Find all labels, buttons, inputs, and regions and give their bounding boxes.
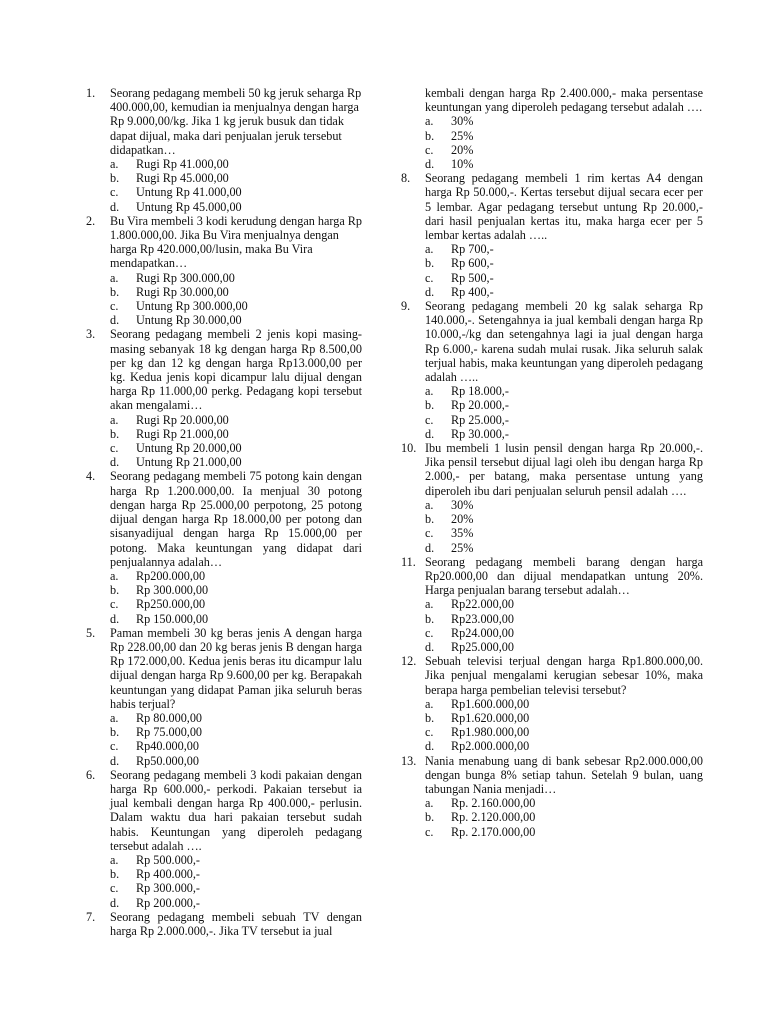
option-text: Rp200.000,00 — [136, 568, 206, 583]
option-a — [110, 853, 362, 867]
option-label: b. — [425, 256, 435, 271]
left-column — [86, 86, 362, 938]
option-text: Rp25.000,00 — [451, 639, 514, 654]
question-number: 5. — [86, 625, 96, 640]
option-a — [425, 597, 703, 611]
question-number: 3. — [86, 327, 96, 342]
option-label: b. — [425, 611, 435, 626]
option-label: b. — [110, 171, 120, 186]
option-label: d. — [425, 157, 435, 172]
option-b — [425, 398, 703, 412]
answer-options — [110, 157, 362, 214]
option-label: c. — [110, 185, 119, 200]
answer-options — [425, 384, 703, 441]
option-c — [110, 185, 362, 199]
answer-options — [425, 597, 703, 654]
option-b — [425, 512, 703, 526]
option-label: b. — [110, 583, 120, 598]
question-3 — [86, 327, 362, 469]
question-text: Nania menabung uang di bank sebesar Rp2.000.000,00 dengan bunga 8% setiap tahun. Setelah 9 bulan, uang tabungan Nania menjadi… — [425, 753, 703, 796]
option-text: Rp. 2.170.000,00 — [451, 824, 536, 839]
option-text: 20% — [451, 512, 474, 527]
option-text: 30% — [451, 497, 474, 512]
option-b — [110, 867, 362, 881]
option-a — [110, 569, 362, 583]
option-b — [425, 711, 703, 725]
question-7 — [86, 910, 362, 938]
option-label: c. — [425, 412, 434, 427]
question-9 — [401, 299, 703, 441]
question-text: Seorang pedagang membeli 20 kg salak seharga Rp 140.000,-. Setengahnya ia jual kembali dengan harga Rp 10.000,-/kg dan setengahnya lagi ia jual dengan harga Rp 6.000,- karena sudah mulai rusak. Jika seluruh salak terjual habis, maka keuntungan yang diperoleh pedagang adalah ….. — [425, 299, 703, 385]
option-text: Rp 500.000,- — [136, 852, 200, 867]
option-label: d. — [110, 199, 120, 214]
question-number: 7. — [86, 909, 96, 924]
option-label: d. — [110, 313, 120, 328]
option-label: a. — [110, 568, 119, 583]
question-text: Paman membeli 30 kg beras jenis A dengan harga Rp 228.00,00 dan 20 kg beras jenis B dengan harga Rp 172.000,00. Kedua jenis beras itu dicampur lalu dijual dengan harga Rp 9.600,00 per kg. Berapakah keuntungan yang didapat Paman jika seluruh beras habis terjual? — [110, 625, 362, 711]
option-text: Rp1.600.000,00 — [451, 696, 530, 711]
question-text: Seorang pedagang membeli sebuah TV dengan harga Rp 2.000.000,-. Jika TV tersebut ia jual — [110, 909, 362, 938]
option-text: Rp 400,- — [451, 284, 494, 299]
option-text: Rugi Rp 41.000,00 — [136, 157, 229, 172]
option-text: 35% — [451, 526, 474, 541]
option-label: a. — [425, 384, 434, 399]
option-label: c. — [110, 739, 119, 754]
option-label: d. — [110, 895, 120, 910]
question-10 — [401, 441, 703, 555]
option-d — [110, 313, 362, 327]
option-d — [425, 157, 703, 171]
option-label: c. — [425, 725, 434, 740]
question-number: 2. — [86, 213, 96, 228]
option-text: Rp. 2.160.000,00 — [451, 796, 536, 811]
option-text: 20% — [451, 142, 474, 157]
option-text: Rp 75.000,00 — [136, 725, 203, 740]
question-6 — [86, 768, 362, 910]
option-d — [425, 285, 703, 299]
question-8 — [401, 171, 703, 299]
option-text: Rp 18.000,- — [451, 384, 509, 399]
option-label: a. — [425, 597, 434, 612]
option-label: a. — [425, 796, 434, 811]
option-d — [425, 739, 703, 753]
option-label: c. — [110, 441, 119, 456]
question-12 — [401, 654, 703, 753]
option-text: Untung Rp 21.000,00 — [136, 455, 242, 470]
option-c — [110, 441, 362, 455]
answer-options — [110, 853, 362, 910]
option-a — [425, 242, 703, 256]
option-d — [425, 427, 703, 441]
option-label: b. — [110, 426, 120, 441]
option-text: 25% — [451, 540, 474, 555]
option-text: Rp1.980.000,00 — [451, 725, 530, 740]
answer-options — [110, 271, 362, 328]
option-label: b. — [425, 128, 435, 143]
option-d — [425, 640, 703, 654]
option-text: 25% — [451, 128, 474, 143]
question-5 — [86, 626, 362, 768]
option-a — [110, 711, 362, 725]
option-a — [425, 114, 703, 128]
option-label: c. — [425, 270, 434, 285]
option-text: Rp 400.000,- — [136, 867, 200, 882]
question-1 — [86, 86, 362, 214]
answer-options — [110, 711, 362, 768]
option-text: Rp 700,- — [451, 242, 494, 257]
option-text: Rp 25.000,- — [451, 412, 509, 427]
option-text: Rp24.000,00 — [451, 625, 514, 640]
option-label: c. — [425, 526, 434, 541]
option-d — [110, 612, 362, 626]
option-text: Rp 20.000,- — [451, 398, 509, 413]
option-label: a. — [110, 270, 119, 285]
option-c — [110, 597, 362, 611]
option-c — [425, 413, 703, 427]
option-text: Untung Rp 41.000,00 — [136, 185, 242, 200]
right-column — [401, 86, 703, 839]
option-label: a. — [425, 242, 434, 257]
question-number: 12. — [401, 654, 417, 669]
option-label: d. — [425, 639, 435, 654]
question-number: 9. — [401, 299, 411, 314]
question-11 — [401, 555, 703, 654]
option-b — [110, 285, 362, 299]
question-number: 4. — [86, 469, 96, 484]
answer-options — [425, 498, 703, 555]
option-label: b. — [425, 512, 435, 527]
question-13 — [401, 754, 703, 839]
option-text: Untung Rp 45.000,00 — [136, 199, 242, 214]
option-b — [425, 129, 703, 143]
option-a — [425, 384, 703, 398]
option-text: Rp 200.000,- — [136, 895, 200, 910]
option-label: b. — [425, 710, 435, 725]
option-label: d. — [110, 611, 120, 626]
option-text: Rp 80.000,00 — [136, 710, 203, 725]
answer-options — [425, 796, 703, 839]
option-label: c. — [425, 142, 434, 157]
option-text: Rp 300.000,- — [136, 881, 200, 896]
option-b — [110, 427, 362, 441]
option-text: Rugi Rp 21.000,00 — [136, 426, 229, 441]
option-label: a. — [425, 497, 434, 512]
option-text: Rp 500,- — [451, 270, 494, 285]
option-text: Rp 600,- — [451, 256, 494, 271]
option-text: Rp50.000,00 — [136, 753, 199, 768]
answer-options — [425, 697, 703, 754]
option-d — [110, 896, 362, 910]
question-text: Seorang pedagang membeli barang dengan harga Rp20.000,00 dan dijual mendapatkan untung 20%. Harga penjualan barang tersebut adalah… — [425, 554, 703, 598]
option-label: d. — [110, 455, 120, 470]
option-label: c. — [425, 625, 434, 640]
option-label: b. — [110, 867, 120, 882]
option-text: Rp40.000,00 — [136, 739, 199, 754]
option-c — [425, 825, 703, 839]
question-number: 13. — [401, 753, 417, 768]
question-text: Seorang pedagang membeli 50 kg jeruk seharga Rp 400.000,00, kemudian ia menjualnya dengan harga Rp 9.000,00/kg. Jika 1 kg jeruk busuk dan tidak dapat dijual, maka dari penjualan jeruk tersebut didapatkan… — [110, 86, 362, 157]
option-c — [425, 143, 703, 157]
option-text: Rp23.000,00 — [451, 611, 514, 626]
option-text: Rp 150.000,00 — [136, 611, 209, 626]
option-a — [110, 271, 362, 285]
answer-options — [110, 413, 362, 470]
option-c — [110, 881, 362, 895]
question-7-continuation — [401, 86, 703, 114]
answer-options — [425, 114, 703, 171]
option-c — [425, 526, 703, 540]
option-a — [425, 498, 703, 512]
option-label: b. — [425, 398, 435, 413]
option-c — [110, 739, 362, 753]
question-4 — [86, 469, 362, 625]
option-c — [110, 299, 362, 313]
option-label: a. — [425, 696, 434, 711]
option-label: a. — [425, 114, 434, 129]
option-a — [425, 697, 703, 711]
question-text: Seorang pedagang membeli 1 rim kertas A4 dengan harga Rp 50.000,-. Kertas tersebut dijual secara ecer per 5 lembar. Agar pedagang tersebut untung Rp 20.000,- dari hasil penjualan kertas itu, maka harga ecer per 5 lembar kertas adalah ….. — [425, 171, 703, 243]
option-label: c. — [110, 299, 119, 314]
question-2 — [86, 214, 362, 328]
option-text: Rp250.000,00 — [136, 597, 206, 612]
option-label: d. — [425, 426, 435, 441]
option-b — [425, 612, 703, 626]
option-text: Rugi Rp 300.000,00 — [136, 270, 235, 285]
option-d — [110, 754, 362, 768]
question-number: 8. — [401, 171, 411, 186]
option-label: a. — [110, 852, 119, 867]
question-text: Ibu membeli 1 lusin pensil dengan harga Rp 20.000,-. Jika pensil tersebut dijual lagi oleh ibu dengan harga Rp 2.000,- per batang, maka persentase untung yang diperoleh ibu dari penjualan seluruh pensil adalah …. — [425, 441, 703, 498]
option-b — [425, 810, 703, 824]
option-c — [425, 626, 703, 640]
question-number: 10. — [401, 441, 417, 456]
question-text: Sebuah televisi terjual dengan harga Rp1.800.000,00. Jika penjual mengalami kerugian sebesar 10%, maka berapa harga pembelian televisi tersebut? — [425, 654, 703, 697]
option-c — [425, 725, 703, 739]
option-label: c. — [110, 597, 119, 612]
option-text: Rp 30.000,- — [451, 426, 509, 441]
option-text: Rp1.620.000,00 — [451, 710, 530, 725]
option-text: 30% — [451, 114, 474, 129]
option-d — [425, 541, 703, 555]
option-d — [110, 200, 362, 214]
option-a — [110, 157, 362, 171]
option-label: b. — [110, 284, 120, 299]
question-text: Seorang pedagang membeli 3 kodi pakaian dengan harga Rp 600.000,- perkodi. Pakaian tersebut ia jual kembali dengan harga Rp 400.000,- perlusin. Dalam waktu dua hari pakaian tersebut sudah habis. Keuntungan yang diperoleh pedagang tersebut adalah …. — [110, 767, 362, 853]
option-a — [110, 413, 362, 427]
option-b — [110, 583, 362, 597]
option-text: Untung Rp 30.000,00 — [136, 313, 242, 328]
option-text: Rugi Rp 20.000,00 — [136, 412, 229, 427]
question-text: Seorang pedagang membeli 75 potong kain dengan harga Rp 1.200.000,00. Ia menjual 30 potong dengan harga Rp 25.000,00 perpotong, 25 potong dijual dengan harga Rp 18.000,00 per potong dan sisanyadijual dengan harga Rp 15.000,00 per potong. Maka keuntungan yang didapat dari penjualannya adalah… — [110, 469, 362, 569]
option-d — [110, 455, 362, 469]
option-text: Rugi Rp 45.000,00 — [136, 171, 229, 186]
option-label: b. — [110, 725, 120, 740]
question-text: kembali dengan harga Rp 2.400.000,- maka persentase keuntungan yang diperoleh pedagang tersebut adalah …. — [425, 86, 703, 115]
option-text: Rp. 2.120.000,00 — [451, 810, 536, 825]
option-c — [425, 271, 703, 285]
question-number: 11. — [401, 554, 416, 569]
option-label: a. — [110, 412, 119, 427]
option-label: d. — [425, 739, 435, 754]
option-a — [425, 796, 703, 810]
option-b — [110, 171, 362, 185]
option-label: c. — [110, 881, 119, 896]
question-text: Seorang pedagang membeli 2 jenis kopi masing-masing sebanyak 18 kg dengan harga Rp 8.500,00 per kg dan 12 kg dengan harga Rp13.000,00 per kg. Kedua jenis kopi dicampur lalu dijual dengan harga Rp 11.000,00 perkg. Pedagang kopi tersebut akan mengalami… — [110, 327, 362, 413]
option-label: d. — [425, 284, 435, 299]
option-text: Rp 300.000,00 — [136, 583, 209, 598]
option-label: a. — [110, 710, 119, 725]
option-text: Untung Rp 300.000,00 — [136, 299, 248, 314]
option-b — [110, 725, 362, 739]
answer-options — [425, 242, 703, 299]
answer-options — [110, 569, 362, 626]
option-text: Untung Rp 20.000,00 — [136, 441, 242, 456]
option-label: b. — [425, 810, 435, 825]
option-label: a. — [110, 157, 119, 172]
question-number: 1. — [86, 86, 96, 100]
option-label: d. — [425, 540, 435, 555]
option-text: Rp2.000.000,00 — [451, 739, 530, 754]
option-text: 10% — [451, 157, 474, 172]
option-text: Rugi Rp 30.000,00 — [136, 284, 229, 299]
option-b — [425, 256, 703, 270]
option-label: d. — [110, 753, 120, 768]
question-text: Bu Vira membeli 3 kodi kerudung dengan harga Rp 1.800.000,00. Jika Bu Vira menjualnya dengan harga Rp 420.000,00/lusin, maka Bu Vira mendapatkan… — [110, 213, 362, 271]
option-label: c. — [425, 824, 434, 839]
option-text: Rp22.000,00 — [451, 597, 514, 612]
question-number: 6. — [86, 767, 96, 782]
